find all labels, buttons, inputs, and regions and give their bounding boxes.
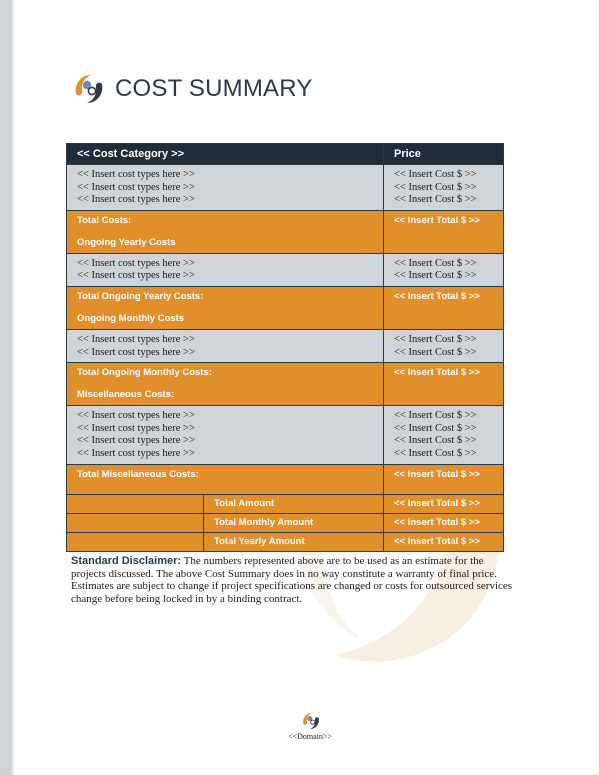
summary-row (67, 532, 504, 551)
cost-item: << Insert cost types here >> (77, 346, 195, 358)
summary-label: Total Amount (204, 494, 384, 513)
total-value: << Insert Total $ >> (384, 286, 504, 329)
cost-price: << Insert Cost $ >> (394, 346, 477, 358)
summary-value: << Insert Total $ >> (384, 532, 504, 551)
total-label-cell (67, 210, 384, 253)
summary-spacer (67, 494, 204, 513)
disclaimer-text: The numbers represented above are to be used as an estimate for the projects discussed. The above Cost Summary does in no way constitute a warranty of final price. Estimates are subject to change if project specifications are changed or costs for outsourced services change before being locked in by a binding contract. (71, 555, 513, 605)
table-row (67, 165, 504, 211)
left-margin-bar (0, 0, 12, 776)
cost-prices-cell (384, 406, 504, 464)
cost-prices-cell (384, 165, 504, 211)
total-label-cell (67, 286, 384, 329)
total-row (67, 210, 504, 253)
total-value: << Insert Total $ >> (384, 210, 504, 253)
cost-items-cell (67, 253, 384, 286)
summary-spacer (67, 513, 204, 532)
total-value: << Insert Total $ >> (384, 464, 504, 494)
total-label-cell (67, 464, 384, 494)
cost-price: << Insert Cost $ >> (394, 333, 477, 345)
cost-summary-table (66, 143, 504, 552)
total-row (67, 464, 504, 494)
footer-logo-icon (301, 711, 321, 731)
left-margin-line (12, 0, 14, 776)
table-row (67, 253, 504, 286)
company-logo-icon (72, 72, 106, 106)
cost-items-cell (67, 165, 384, 211)
summary-row (67, 513, 504, 532)
table-row (67, 406, 504, 464)
table-header-row (67, 144, 504, 165)
table-row (67, 329, 504, 362)
cost-items-cell (67, 406, 384, 464)
total-label: Total Ongoing Monthly Costs: (77, 367, 212, 379)
header-price: Price (384, 144, 504, 165)
section-heading: Ongoing Yearly Costs (77, 236, 176, 248)
cost-item: << Insert cost types here >> (77, 257, 195, 269)
standard-disclaimer (71, 555, 521, 605)
cost-prices-cell (384, 329, 504, 362)
summary-spacer (67, 532, 204, 551)
cost-item: << Insert cost types here >> (77, 435, 195, 447)
total-label: Total Costs: (77, 214, 132, 226)
total-label: Total Ongoing Yearly Costs: (77, 290, 204, 302)
summary-row (67, 494, 504, 513)
cost-item: << Insert cost types here >> (77, 333, 195, 345)
total-label-cell (67, 363, 384, 406)
cost-price: << Insert Cost $ >> (394, 422, 477, 434)
cost-price: << Insert Cost $ >> (394, 169, 477, 180)
cost-price: << Insert Cost $ >> (394, 435, 477, 447)
document-header (72, 72, 313, 106)
total-row (67, 363, 504, 406)
cost-price: << Insert Cost $ >> (394, 447, 477, 459)
cost-price: << Insert Cost $ >> (394, 194, 477, 206)
section-heading: Ongoing Monthly Costs (77, 312, 185, 324)
header-cost-category: << Cost Category >> (67, 144, 384, 165)
cost-prices-cell (384, 253, 504, 286)
total-value: << Insert Total $ >> (384, 363, 504, 406)
cost-item: << Insert cost types here >> (77, 270, 195, 282)
footer-domain: <<Domain>> (288, 732, 332, 741)
cost-item: << Insert cost types here >> (77, 169, 195, 180)
total-row (67, 286, 504, 329)
cost-price: << Insert Cost $ >> (394, 181, 477, 193)
cost-item: << Insert cost types here >> (77, 422, 195, 434)
cost-item: << Insert cost types here >> (77, 447, 195, 459)
cost-price: << Insert Cost $ >> (394, 270, 477, 282)
cost-item: << Insert cost types here >> (77, 194, 195, 206)
cost-price: << Insert Cost $ >> (394, 257, 477, 269)
cost-price: << Insert Cost $ >> (394, 410, 477, 422)
summary-value: << Insert Total $ >> (384, 494, 504, 513)
summary-value: << Insert Total $ >> (384, 513, 504, 532)
disclaimer-label: Standard Disclaimer: (71, 555, 182, 567)
total-label: Total Miscellaneous Costs: (77, 468, 199, 480)
section-heading: Miscellaneous Costs: (77, 389, 175, 401)
summary-label: Total Monthly Amount (204, 513, 384, 532)
cost-items-cell (67, 329, 384, 362)
cost-item: << Insert cost types here >> (77, 410, 195, 422)
page-title: COST SUMMARY (115, 75, 313, 102)
cost-item: << Insert cost types here >> (77, 181, 195, 193)
summary-label: Total Yearly Amount (204, 532, 384, 551)
